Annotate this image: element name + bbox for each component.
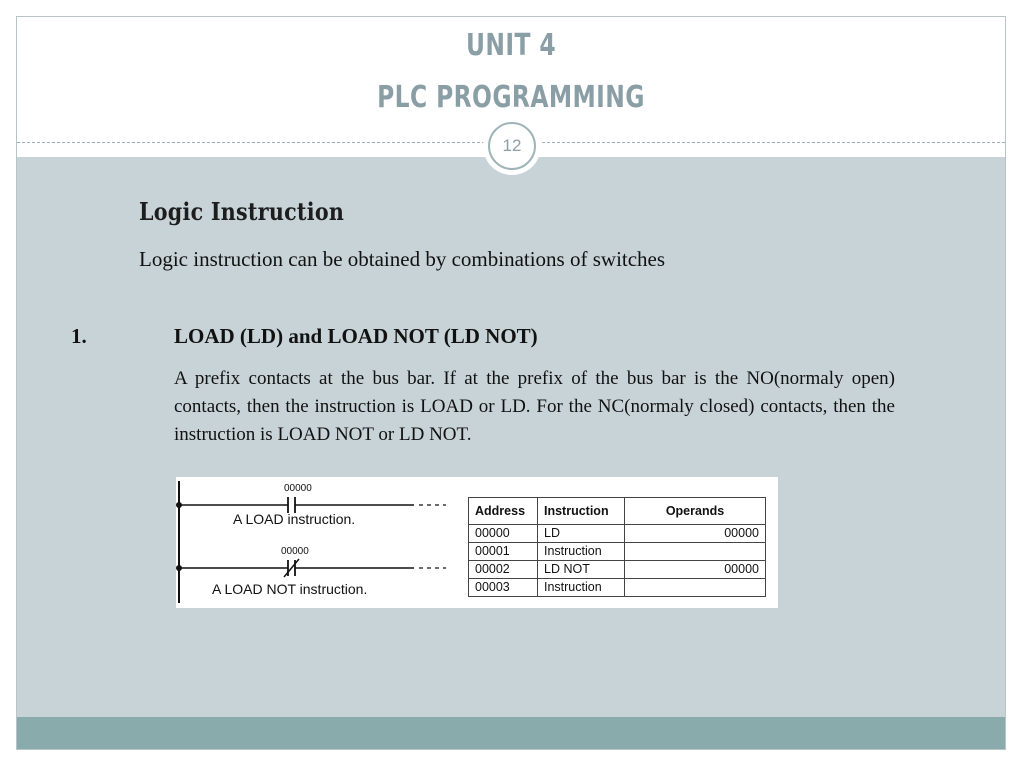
cell-address: 00000 — [469, 525, 538, 543]
title-line-unit: UNIT 4 — [465, 28, 557, 63]
cell-operand: 00000 — [625, 561, 766, 579]
table-row — [469, 579, 766, 597]
table-header-row — [469, 498, 766, 525]
cell-instruction: LD NOT — [538, 561, 625, 579]
table-row — [469, 561, 766, 579]
list-item-body: A prefix contacts at the bus bar. If at the prefix of the bus bar is the NO(normaly open) contacts, then the instruction is LOAD or LD. For the NC(normaly closed) contacts, then the instruction is LOAD NOT or LD NOT. — [174, 368, 895, 445]
table-row — [469, 525, 766, 543]
page-number-badge — [483, 117, 541, 175]
column-header-instruction: Instruction — [538, 498, 625, 525]
cell-address: 00003 — [469, 579, 538, 597]
cell-operand: 00000 — [625, 525, 766, 543]
footer-bar — [17, 717, 1005, 750]
cell-instruction: LD — [538, 525, 625, 543]
instruction-table — [468, 497, 766, 597]
section-subtext: Logic instruction can be obtained by combinations of switches — [139, 247, 666, 271]
list-item-number: 1. — [71, 324, 87, 348]
column-header-address: Address — [469, 498, 538, 525]
title-line-topic: PLC PROGRAMMING — [377, 80, 645, 115]
page-number: 12 — [488, 122, 536, 170]
cell-operand — [625, 543, 766, 561]
section-heading: Logic Instruction — [139, 197, 345, 226]
ladder-figure — [176, 477, 778, 608]
cell-instruction: Instruction — [538, 543, 625, 561]
cell-address: 00002 — [469, 561, 538, 579]
rung2-caption: A LOAD NOT instruction. — [212, 581, 368, 597]
slide — [16, 16, 1006, 750]
list-item-title: LOAD (LD) and LOAD NOT (LD NOT) — [174, 324, 538, 348]
column-header-operands: Operands — [625, 498, 766, 525]
rung2-address: 00000 — [281, 546, 309, 557]
cell-instruction: Instruction — [538, 579, 625, 597]
cell-address: 00001 — [469, 543, 538, 561]
cell-operand — [625, 579, 766, 597]
rung1-address: 00000 — [284, 483, 312, 494]
table-row — [469, 543, 766, 561]
rung1-caption: A LOAD instruction. — [233, 511, 356, 527]
